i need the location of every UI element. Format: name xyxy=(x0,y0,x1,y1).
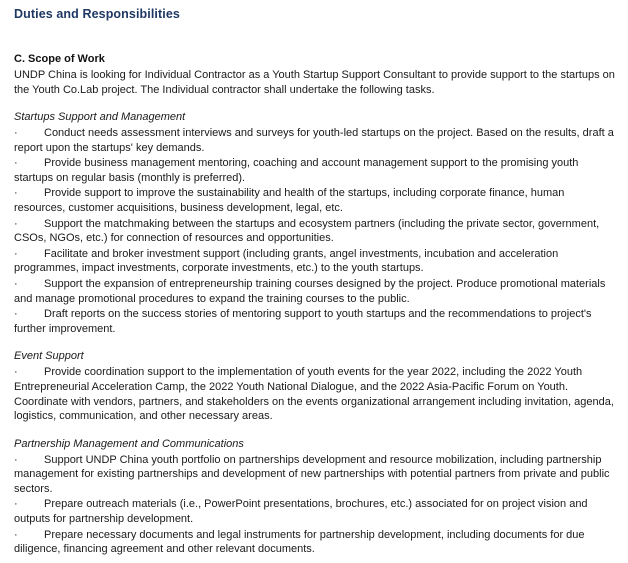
scope-of-work-heading: C. Scope of Work xyxy=(14,53,105,65)
bullet-marker-icon: · xyxy=(14,157,18,170)
bullet-marker-icon: · xyxy=(14,366,18,379)
list-item-text: Provide coordination support to the implementation of youth events for the year 2022, including the 2022 Youth Entrepreneurial Acceleration Camp, the 2022 Youth National Dialogue, and the 2022 Asia-Pacific Forum on Youth. Coordinate with vendors, partners, and stakeholders on the events organizational arrangement including invitation, agenda, logistics, communication, and other necessary areas. xyxy=(14,366,614,423)
list-item xyxy=(14,247,616,276)
list-item xyxy=(14,156,616,185)
list-item xyxy=(14,497,616,526)
list-item-text: Provide business management mentoring, coaching and account management support to the promising youth startups on regular basis (monthly is preferred). xyxy=(14,157,579,184)
list-item-text: Draft reports on the success stories of mentoring support to youth startups and the recommendations to project's further improvement. xyxy=(14,308,592,335)
list-item-text: Prepare outreach materials (i.e., PowerPoint presentations, brochures, etc.) associated for on project vision and outputs for partnership development. xyxy=(14,498,588,526)
list-item xyxy=(14,365,616,423)
list-item xyxy=(14,528,616,557)
intro-paragraph: UNDP China is looking for Individual Contractor as a Youth Startup Support Consultant to provide support to the startups on the Youth Co.Lab project. The Individual contractor shall undertake the following tasks. xyxy=(14,69,615,96)
bullet-marker-icon: · xyxy=(14,453,18,466)
bullet-marker-icon: · xyxy=(14,247,18,260)
bullet-marker-icon: · xyxy=(14,187,18,200)
bullet-marker-icon: · xyxy=(14,498,18,511)
list-item xyxy=(14,186,616,215)
bullet-list-partnership-management xyxy=(14,453,616,557)
bullet-marker-icon: · xyxy=(14,217,18,230)
bullet-marker-icon: · xyxy=(14,277,18,290)
document-page xyxy=(0,7,628,563)
list-item-text: Prepare necessary documents and legal instruments for partnership development, including documents for due diligence, financing agreement and other relevant documents. xyxy=(14,528,585,556)
list-item xyxy=(14,217,616,246)
subheading-event-support: Event Support xyxy=(14,350,84,363)
list-item-text: Support the matchmaking between the startups and ecosystem partners (including the private sector, government, CSOs, NGOs, etc.) for connection of resources and opportunities. xyxy=(14,217,600,245)
bullet-marker-icon: · xyxy=(14,308,18,321)
document-body xyxy=(14,53,616,557)
list-item-text: Support UNDP China youth portfolio on partnerships development and resource mobilization, including partnership management for existing partnerships and development of new partnerships with potential partners from private and public sectors. xyxy=(14,453,610,495)
list-item-text: Provide support to improve the sustainability and health of the startups, including corporate finance, human resources, customer acquisitions, business development, legal, etc. xyxy=(14,187,565,214)
list-item xyxy=(14,126,616,155)
subheading-startups-support: Startups Support and Management xyxy=(14,111,186,123)
list-item xyxy=(14,277,616,306)
list-item-text: Support the expansion of entrepreneurship training courses designed by the project. Produce promotional materials and manage promotional procedures to expand the training courses to the public. xyxy=(14,277,606,305)
bullet-list-startups-support xyxy=(14,126,616,336)
list-item-text: Conduct needs assessment interviews and surveys for youth-led startups on the project. Based on the results, draft a report upon the startups' key demands. xyxy=(14,127,614,154)
bullet-marker-icon: · xyxy=(14,528,18,541)
subheading-partnership-management: Partnership Management and Communications xyxy=(14,437,244,450)
list-item xyxy=(14,307,616,336)
page-title: Duties and Responsibilities xyxy=(14,7,180,21)
list-item-text: Facilitate and broker investment support (including grants, angel investments, incubation and acceleration programmes, impact investments, corporate investments, etc.) to the youth startups. xyxy=(14,247,559,275)
list-item xyxy=(14,453,616,497)
bullet-list-event-support xyxy=(14,365,616,423)
bullet-marker-icon: · xyxy=(14,127,18,139)
